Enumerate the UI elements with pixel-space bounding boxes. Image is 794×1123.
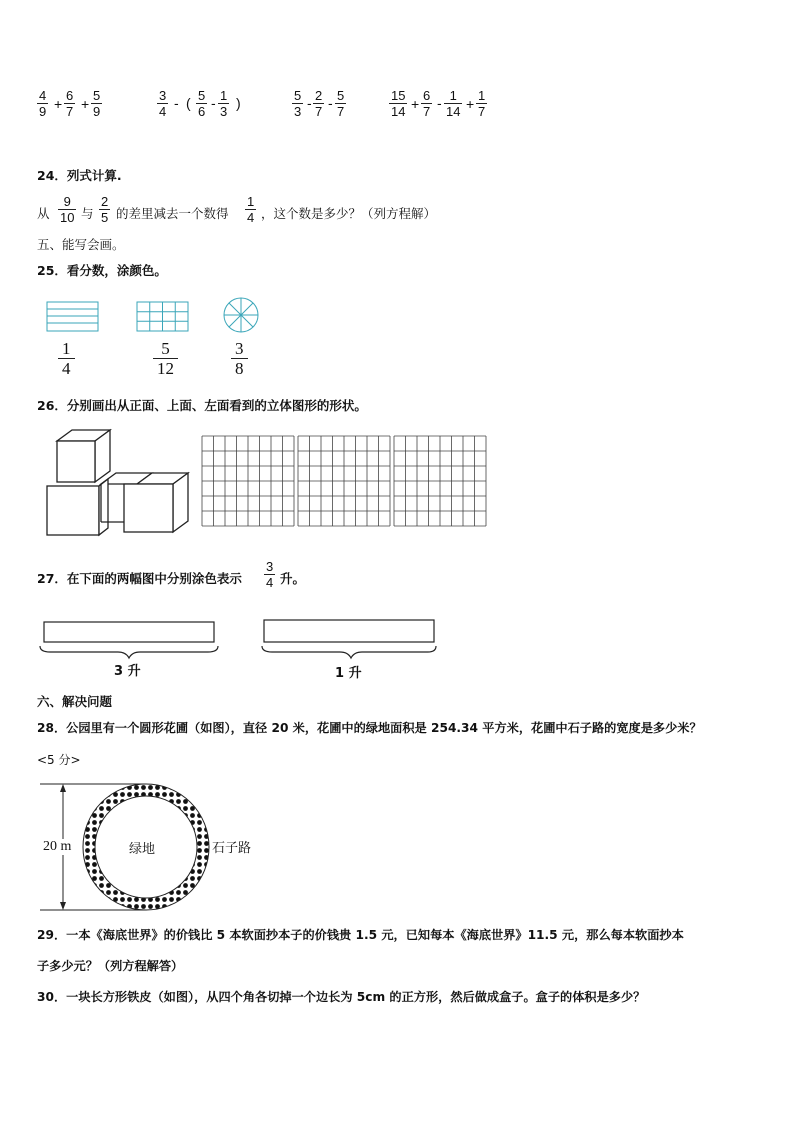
fraction: $\frac{1}{7}$ <box>478 88 486 119</box>
text: ，这个数是多少？（列方程解） <box>261 206 437 221</box>
diameter-label: 20 m <box>43 839 72 854</box>
fraction-1-4: 1 4 <box>58 339 75 378</box>
operator: + <box>54 96 63 112</box>
paren: ( <box>186 95 191 111</box>
fraction: $\frac{5}{9}$ <box>93 88 101 119</box>
arrow-head-down <box>60 902 66 910</box>
operator: + <box>81 96 90 112</box>
green-area-label: 绿地 <box>129 842 156 857</box>
question-29-line-1: 29．一本《海底世界》的价钱比 5 本软面抄本子的价钱贵 1.5 元，已知每本《海底世界》11.5 元，那么每本软面抄本 <box>37 928 684 942</box>
label-3-liters: 3 升 <box>114 664 141 679</box>
fraction: $\frac{2}{5}$ <box>101 194 109 225</box>
section-6-heading: 六、解决问题 <box>37 694 113 709</box>
fraction: $\frac{9}{10}$ <box>60 194 75 225</box>
fraction: $\frac{6}{7}$ <box>66 88 74 119</box>
arrow-head-up <box>60 784 66 792</box>
operator: + <box>411 96 420 112</box>
question-28-text: 28．公园里有一个圆形花圃（如图），直径 20 米，花圃中的绿地面积是 254.34 平方米，花圃中石子路的宽度是多少米？ <box>37 721 702 735</box>
text: 的差里减去一个数得 <box>116 206 229 221</box>
question-26-title: 26．分别画出从正面、上面、左面看到的立体图形的形状。 <box>37 398 367 413</box>
fraction: $\frac{3}{4}$ <box>266 559 274 590</box>
question-24-title: 24．列式计算. <box>37 168 122 183</box>
question-25-title: 25．看分数，涂颜色。 <box>37 263 167 278</box>
fraction: $\frac{5}{3}$ <box>294 88 302 119</box>
operator: - <box>307 95 312 111</box>
fraction: $\frac{5}{7}$ <box>337 88 345 119</box>
text: 27．在下面的两幅图中分别涂色表示 <box>37 571 242 586</box>
fraction-3-8: 3 8 <box>231 339 248 378</box>
text: 升。 <box>280 571 306 586</box>
operator: - <box>211 95 216 111</box>
question-28-score: <5 分> <box>37 753 81 767</box>
operator: - <box>174 95 179 111</box>
label-1-liter: 1 升 <box>335 666 362 681</box>
text: 与 <box>81 206 94 221</box>
question-30-text: 30．一块长方形铁皮（如图），从四个角各切掉一个边长为 5cm 的正方形，然后做成盒子。盒子的体积是多少？ <box>37 990 646 1004</box>
fraction: $\frac{4}{9}$ <box>39 88 47 119</box>
section-5-heading: 五、能写会画。 <box>37 237 125 252</box>
fraction: $\frac{6}{7}$ <box>423 88 431 119</box>
operator: - <box>328 95 333 111</box>
operator: - <box>437 95 442 111</box>
stone-path-label: 石子路 <box>212 841 252 856</box>
fraction-5-12: 5 12 <box>153 339 178 378</box>
question-29-line-2: 子多少元？（列方程解答） <box>37 959 184 973</box>
fraction: $\frac{1}{3}$ <box>220 88 228 119</box>
fraction: $\frac{15}{14}$ <box>391 88 406 119</box>
paren: ) <box>236 95 241 111</box>
text: 从 <box>37 206 50 221</box>
fraction: $\frac{2}{7}$ <box>315 88 323 119</box>
fraction: $\frac{3}{4}$ <box>159 88 167 119</box>
fraction: $\frac{1}{14}$ <box>446 88 461 119</box>
operator: + <box>466 96 475 112</box>
fraction: $\frac{1}{4}$ <box>247 194 255 225</box>
fraction: $\frac{5}{6}$ <box>198 88 206 119</box>
